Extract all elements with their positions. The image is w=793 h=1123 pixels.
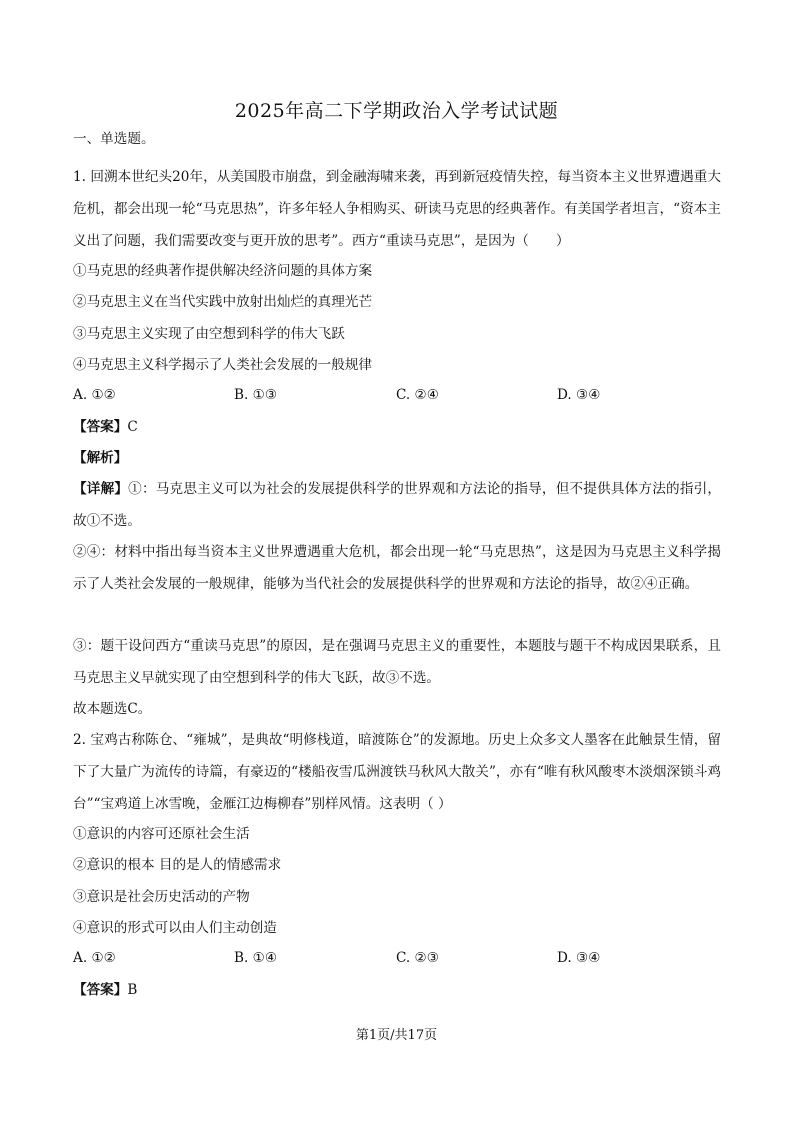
q1-detail-3: ③：题干设问西方“重读马克思”的原因，是在强调马克思主义的重要性，本题肢与题干不构成因果联系，且马克思主义早就实现了由空想到科学的伟大飞跃，故③不选。 [73, 638, 721, 686]
q1-statement-4: ④马克思主义科学揭示了人类社会发展的一般规律 [73, 357, 373, 373]
detail-label: 【详解】 [73, 481, 129, 497]
q2-statement-1: ①意识的内容可还原社会生活 [73, 826, 250, 842]
q1-conclusion: 故本题选C。 [73, 701, 152, 717]
q1-statement-2: ②马克思主义在当代实践中放射出灿烂的真理光芒 [73, 294, 373, 310]
answer-value: C [127, 419, 138, 435]
q1-detail-2: ②④：材料中指出每当资本主义世界遭遇重大危机，都会出现一轮“马克思热”，这是因为马克思主义科学揭示了人类社会发展的一般规律，能够为当代社会的发展提供科学的世界观和方法论的指导，故②④正确。 [73, 544, 721, 592]
q1-statement-3: ③马克思主义实现了由空想到科学的伟大飞跃 [73, 326, 345, 342]
question-2-stem: 2. 宝鸡古称陈仓、“雍城”，是典故“明修栈道，暗渡陈仓”的发源地。历史上众多文人墨客在此触景生情，留下了大量广为流传的诗篇，有豪迈的“楼船夜雪瓜洲渡铁马秋风大散关”，亦有“唯有秋风酸枣木淡烟深锁斗鸡台”“宝鸡道上冰雪晚，金雁江边梅柳春”别样风情。这表明（ ） [73, 732, 721, 812]
q1-answer [73, 418, 138, 436]
q1-statement-1: ①马克思的经典著作提供解决经济问题的具体方案 [73, 263, 373, 279]
answer-label: 【答案】 [73, 419, 128, 435]
answer-label: 【答案】 [73, 982, 128, 998]
q2-option-a: A. ①② [73, 950, 116, 966]
q2-option-c: C. ②③ [396, 950, 439, 966]
q1-option-d: D. ③④ [557, 387, 601, 403]
q2-answer [73, 981, 137, 999]
q2-option-b: B. ①④ [234, 950, 278, 966]
answer-value: B [127, 982, 138, 998]
section-heading: 一、单选题。 [73, 131, 155, 147]
q2-option-d: D. ③④ [557, 950, 601, 966]
question-1-stem: 1. 回溯本世纪头20年，从美国股市崩盘，到金融海啸来袭，再到新冠疫情失控，每当资本主义世界遭遇重大危机，都会出现一轮“马克思热”，许多年轻人争相购买、研读马克思的经典著作。有美国学者坦言，“资本主义出了问题，我们需要改变与更开放的思考”。西方“重读马克思”，是因为（ ） [73, 169, 721, 249]
q2-statement-4: ④意识的形式可以由人们主动创造 [73, 920, 277, 936]
q1-detail-1 [73, 473, 721, 537]
q1-option-a: A. ①② [73, 387, 116, 403]
page-title: 2025年高二下学期政治入学考试试题 [234, 100, 559, 122]
q1-option-c: C. ②④ [396, 387, 439, 403]
q1-analysis-label: 【解析】 [73, 450, 128, 466]
q2-statement-2: ②意识的根本 目的是人的情感需求 [73, 857, 282, 873]
q1-option-b: B. ①③ [234, 387, 278, 403]
page-footer: 第1页/共17页 [355, 1028, 438, 1043]
detail-text: ①：马克思主义可以为社会的发展提供科学的世界观和方法论的指导，但不提供具体方法的指引，故①不选。 [73, 481, 722, 529]
q2-statement-3: ③意识是社会历史活动的产物 [73, 889, 250, 905]
